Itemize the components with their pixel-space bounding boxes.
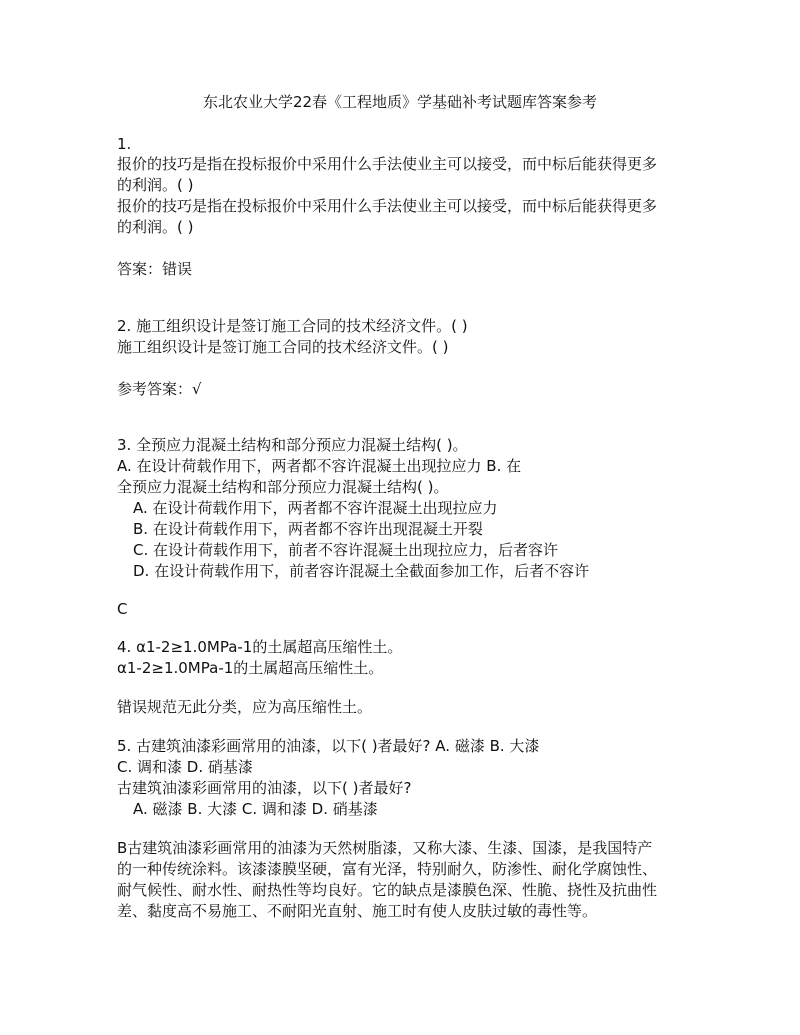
q3-option-d: D. 在设计荷载作用下，前者容许混凝土全截面参加工作，后者不容许 — [133, 562, 590, 580]
q5-answer-line: B古建筑油漆彩画常用的油漆为天然树脂漆，又称大漆、生漆、国漆，是我国特产 — [117, 839, 653, 857]
q5-text-line: 古建筑油漆彩画常用的油漆，以下( )者最好? — [117, 779, 412, 797]
q3-text-line: 3. 全预应力混凝土结构和部分预应力混凝土结构( )。 — [117, 436, 468, 454]
q3-answer: C — [117, 600, 128, 618]
q5-text-line: C. 调和漆 D. 硝基漆 — [117, 758, 253, 776]
q2-text-line: 施工组织设计是签订施工合同的技术经济文件。( ) — [117, 338, 449, 356]
q5-answer-line: 耐气候性、耐水性、耐热性等均良好。它的缺点是漆膜色深、性脆、挠性及抗曲性 — [117, 881, 658, 899]
q2-answer: 参考答案：√ — [117, 380, 202, 398]
q1-text-line: 的利润。( ) — [117, 176, 194, 194]
q5-text-line: 5. 古建筑油漆彩画常用的油漆，以下( )者最好? A. 磁漆 B. 大漆 — [117, 737, 540, 755]
q2-text-line: 2. 施工组织设计是签订施工合同的技术经济文件。( ) — [117, 317, 468, 335]
q3-option-b: B. 在设计荷载作用下，两者都不容许出现混凝土开裂 — [133, 520, 483, 538]
q5-options: A. 磁漆 B. 大漆 C. 调和漆 D. 硝基漆 — [133, 800, 378, 818]
q5-answer-line: 差、黏度高不易施工、不耐阳光直射、施工时有使人皮肤过敏的毒性等。 — [117, 902, 598, 920]
q1-text-line: 的利润。( ) — [117, 218, 194, 236]
q1-text-line: 报价的技巧是指在投标报价中采用什么手法使业主可以接受，而中标后能获得更多 — [117, 197, 658, 215]
q4-text-line: 4. α1-2≥1.0MPa-1的土属超高压缩性土。 — [117, 638, 403, 656]
q3-text-line: A. 在设计荷载作用下，两者都不容许混凝土出现拉应力 B. 在 — [117, 457, 522, 475]
q4-text-line: α1-2≥1.0MPa-1的土属超高压缩性土。 — [117, 659, 384, 677]
q1-text-line: 报价的技巧是指在投标报价中采用什么手法使业主可以接受，而中标后能获得更多 — [117, 155, 658, 173]
q1-answer: 答案：错误 — [117, 260, 193, 278]
q3-option-a: A. 在设计荷载作用下，两者都不容许混凝土出现拉应力 — [133, 499, 498, 517]
document-title: 东北农业大学22春《工程地质》学基础补考试题库答案参考 — [202, 93, 598, 111]
q1-number: 1. — [117, 135, 132, 153]
q3-text-line: 全预应力混凝土结构和部分预应力混凝土结构( )。 — [117, 478, 449, 496]
q3-option-c: C. 在设计荷载作用下，前者不容许混凝土出现拉应力，后者容许 — [133, 541, 559, 559]
q4-answer: 错误规范无此分类，应为高压缩性土。 — [117, 698, 373, 716]
q5-answer-line: 的一种传统涂料。该漆漆膜坚硬，富有光泽，特别耐久，防渗性、耐化学腐蚀性、 — [117, 860, 658, 878]
